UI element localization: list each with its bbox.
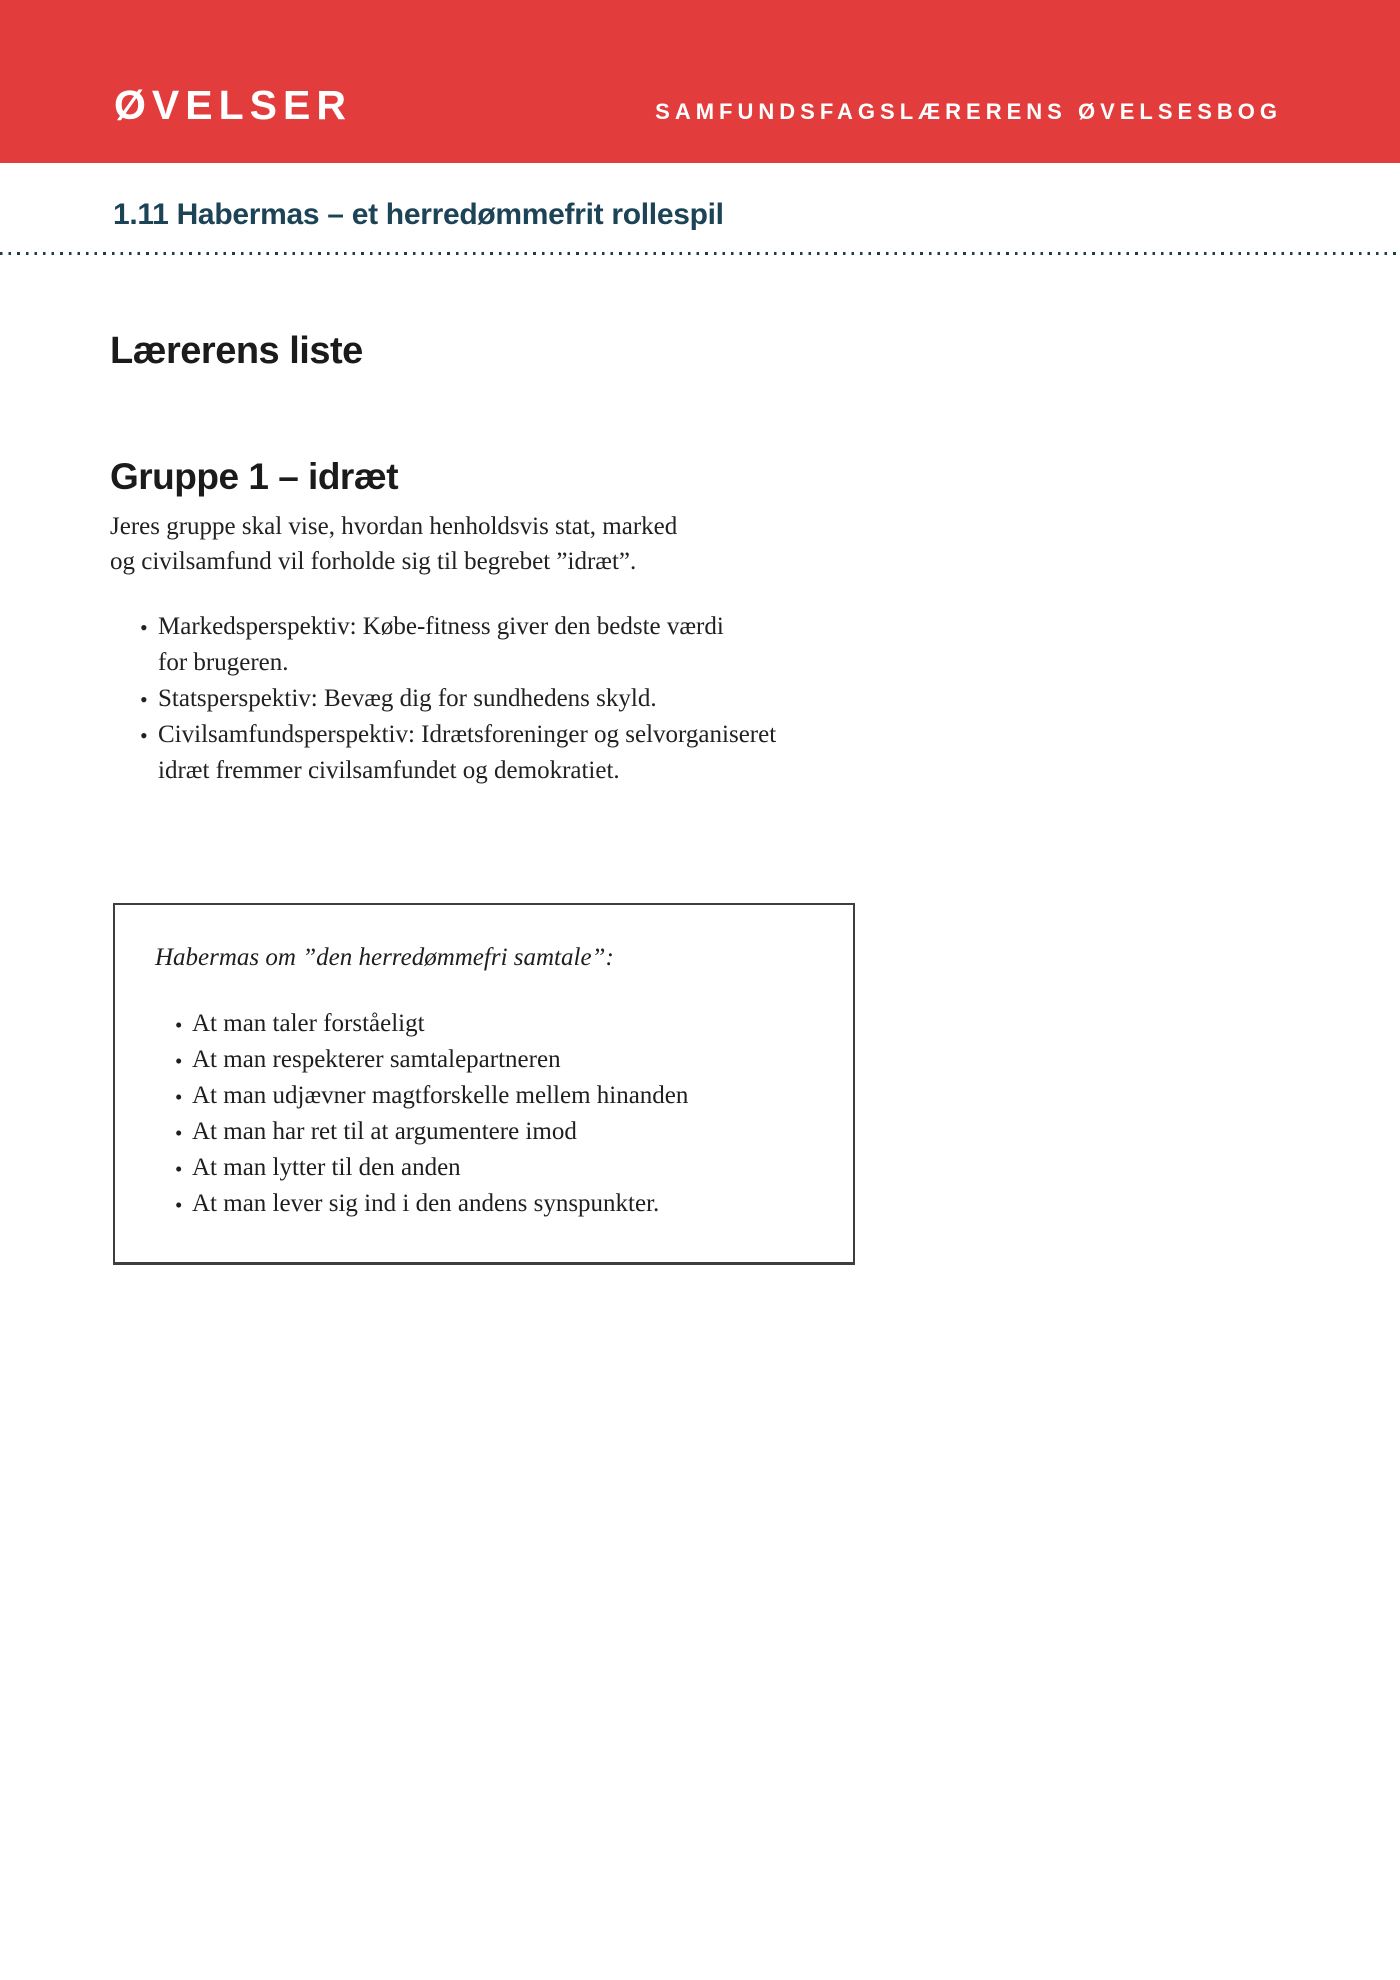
group-heading: Gruppe 1 – idræt bbox=[110, 456, 399, 497]
page-heading: Lærerens liste bbox=[110, 330, 363, 372]
list-item-line: for brugeren. bbox=[158, 649, 289, 676]
dotted-divider bbox=[0, 252, 1400, 255]
list-item-line: • Civilsamfundsperspektiv: Idrætsforeninger og selvorganiseret bbox=[158, 721, 777, 748]
habermas-quote-box bbox=[113, 903, 855, 1265]
book-title: SAMFUNDSFAGSLÆRERENS ØVELSESBOG bbox=[655, 99, 1282, 124]
list-item bbox=[140, 717, 1400, 789]
perspective-list bbox=[140, 609, 1400, 789]
box-list-item: • At man har ret til at argumentere imod bbox=[175, 1114, 823, 1150]
list-item-line: idræt fremmer civilsamfundet og demokratiet. bbox=[158, 757, 620, 784]
list-item bbox=[140, 681, 1400, 717]
list-item-line: • Statsperspektiv: Bevæg dig for sundhedens skyld. bbox=[158, 685, 657, 712]
box-list bbox=[175, 1006, 823, 1222]
list-item-line: • Markedsperspektiv: Købe-fitness giver den bedste værdi bbox=[158, 613, 724, 640]
intro-paragraph bbox=[110, 509, 1400, 579]
box-list-item: • At man taler forståeligt bbox=[175, 1006, 823, 1042]
series-title: ØVELSER bbox=[114, 82, 352, 128]
box-heading: Habermas om ”den herredømmefri samtale”: bbox=[155, 944, 614, 971]
section-title: 1.11 Habermas – et herredømmefrit rollespil bbox=[113, 198, 724, 231]
header-banner bbox=[0, 0, 1400, 163]
box-list-item: • At man respekterer samtalepartneren bbox=[175, 1042, 823, 1078]
box-list-item: • At man lever sig ind i den andens synspunkter. bbox=[175, 1186, 823, 1222]
page-body bbox=[0, 329, 1400, 1265]
intro-line: Jeres gruppe skal vise, hvordan henholdsvis stat, marked bbox=[110, 513, 678, 540]
box-list-item: • At man lytter til den anden bbox=[175, 1150, 823, 1186]
box-list-item: • At man udjævner magtforskelle mellem hinanden bbox=[175, 1078, 823, 1114]
list-item bbox=[140, 609, 1400, 681]
intro-line: og civilsamfund vil forholde sig til begrebet ”idræt”. bbox=[110, 548, 637, 575]
